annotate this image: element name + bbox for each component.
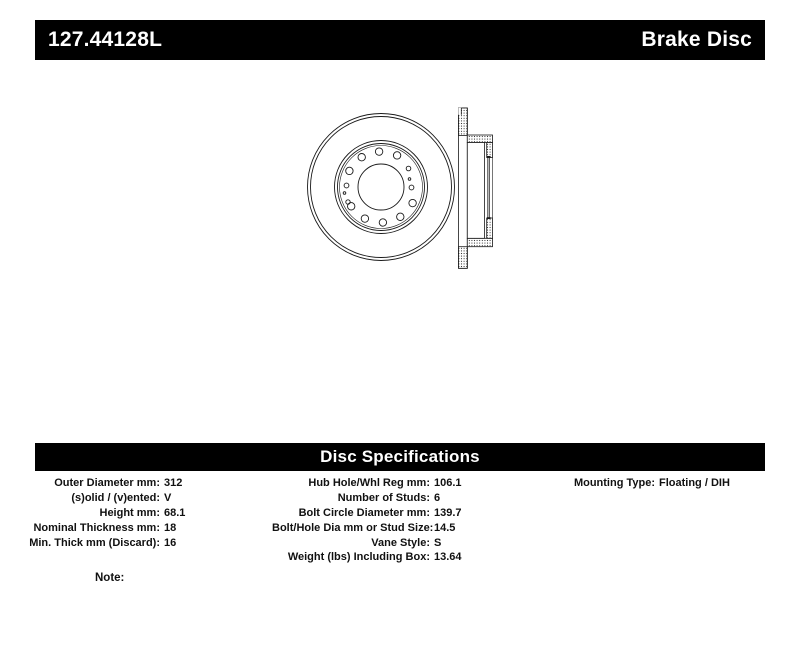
spec-row-min-thick (25, 536, 185, 551)
spec-value: V (164, 491, 172, 504)
spec-column-right (558, 476, 730, 491)
spec-value: 68.1 (164, 506, 186, 519)
spec-value: S (434, 536, 442, 549)
spec-row-bolt-hole-dia (272, 521, 462, 536)
spec-value: 312 (164, 477, 183, 489)
spec-label: Vane Style: (371, 536, 430, 549)
header-bar (35, 20, 765, 60)
spec-row-mounting-type (558, 476, 730, 491)
brake-disc-drawing-svg (280, 95, 505, 280)
spec-value: 6 (434, 491, 441, 504)
spec-value: Floating / DIH (659, 477, 730, 489)
spec-label: Outer Diameter mm: (54, 477, 160, 489)
spec-row-vane-style (272, 536, 462, 551)
spec-value: 106.1 (434, 477, 462, 489)
spec-label: Height mm: (99, 506, 160, 519)
part-number: 127.44128L (48, 28, 163, 51)
spec-value: 139.7 (434, 506, 462, 519)
spec-label: Hub Hole/Whl Reg mm: (308, 477, 430, 489)
spec-row-outer-diameter (25, 476, 185, 491)
spec-label: Weight (lbs) Including Box: (287, 551, 430, 564)
spec-value: 13.64 (434, 551, 462, 564)
spec-column-left (25, 476, 185, 550)
spec-row-number-of-studs (272, 491, 462, 506)
spec-row-solid-vented (25, 491, 185, 506)
spec-value: 14.5 (434, 521, 456, 534)
spec-row-weight (272, 550, 462, 565)
spec-section-title: Disc Specifications (320, 447, 480, 466)
spec-label: Nominal Thickness mm: (33, 521, 160, 534)
spec-row-height (25, 506, 185, 521)
spec-label: (s)olid / (v)ented: (71, 491, 160, 504)
spec-column-middle (272, 476, 462, 565)
spec-label: Bolt Circle Diameter mm: (298, 506, 430, 519)
spec-value: 18 (164, 521, 177, 534)
side-view (458, 108, 492, 268)
spec-row-hub-hole (272, 476, 462, 491)
spec-label: Number of Studs: (337, 491, 430, 504)
note-label: Note: (95, 572, 125, 584)
product-title: Brake Disc (641, 28, 752, 51)
spec-value: 16 (164, 536, 177, 549)
spec-section-header (35, 443, 765, 471)
spec-label: Bolt/Hole Dia mm or Stud Size: (272, 521, 434, 534)
front-view (308, 114, 455, 261)
spec-row-nominal-thickness (25, 521, 185, 536)
brake-disc-drawing (280, 95, 505, 280)
spec-label: Min. Thick mm (Discard): (29, 536, 160, 549)
spec-label: Mounting Type: (573, 477, 655, 489)
spec-row-bolt-circle (272, 506, 462, 521)
